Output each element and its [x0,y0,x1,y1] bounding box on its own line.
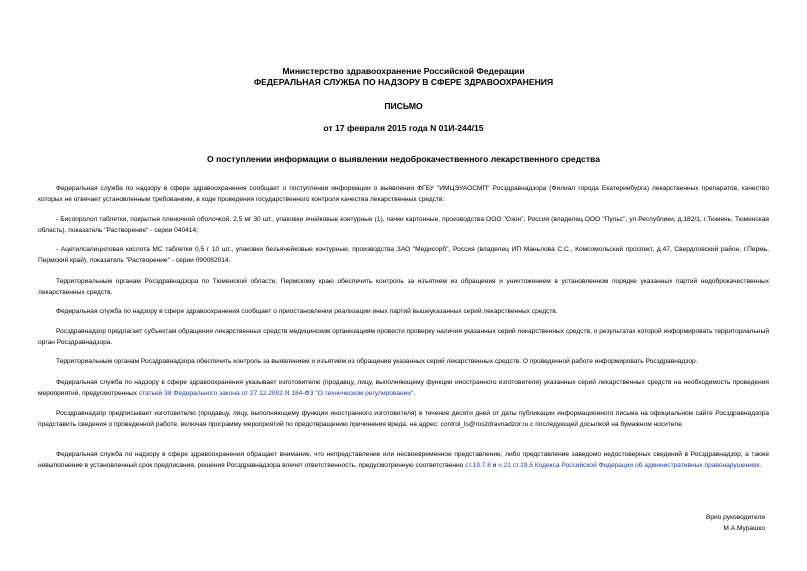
document-subject: О поступлении информации о выявлении недоброкачественного лекарственного средства [207,154,600,164]
paragraph-liability [38,450,769,471]
ministry-title: Министерство здравоохранение Российской Федерации [282,66,525,76]
paragraph-suspension: Федеральная служба по надзору в сфере здравоохранения сообщает о приостановлении реализации иных партий вышеуказанных серий лекарственных средств. [56,308,558,315]
paragraph-connector: и [490,461,499,469]
document-type: ПИСЬМО [384,101,423,111]
paragraph-prescription: Росздравнадзор предписывает изготовителю (продавцу, лицу, выполняющему функции иностранного изготовителя) в течение десяти дней от даты публикации информационного письма на официальном сайте Росздравнадзора представить сведения о проведенной работе, включая программу мероприятий по предотвращению причинения вреда, на адрес: control_ls@roszdravnadzor.ru с последующей досылкой на бумажном носителе. [38,410,769,428]
service-title: ФЕДЕРАЛЬНАЯ СЛУЖБА ПО НАДЗОРУ В СФЕРЕ ЗДРАВООХРАНЕНИЯ [253,77,554,87]
signature-position: Врио руководителя [705,514,765,521]
document-date-number: от 17 февраля 2015 года N 01И-244/15 [323,123,484,133]
paragraph-intro: Федеральная служба по надзору в сфере здравоохранения сообщает о поступлении информации о выявлении ФГБУ "ИМЦЭУАОСМП" Росздравнадзора (Филиал города Екатеринбурга) лекарственных препаратов, качество которых не отвечает установленным требованиям, в ходе проведения государственного контроля качества лекарственных средств: [38,185,769,203]
law-184-fz-link[interactable]: статьей 38 Федерального закона от 27.12.2002 N 184-ФЗ "О техническом регулировании" [138,389,414,397]
paragraph-item-bisoprolol: - Бисопролол таблетки, покрытые пленочной оболочкой, 2,5 мг 30 шт., упаковки ячейковые контурные (1), пачки картонные, производства ООО "Озон", Россия (владелец ООО "Пульс", ул.Республики, д.182/1, г.Тюмень, Тюменская область), показатель "Растворение" - серии 040414; [38,216,769,234]
signature-name: М.А.Мурашко [723,525,765,532]
paragraph-territorial-control: Территориальным органам Росздравнадзора по Тюменской области, Пермскому краю обеспечить контроль за изъятием из обращения и уничтожением в установленном порядке указанных партий недоброкачественных лекарственных средств. [38,278,769,296]
paragraph-manufacturer-notice [38,378,769,399]
paragraph-end: . [759,461,762,469]
paragraph-inspection-proposal: Росздравнадзор предлагает субъектам обращения лекарственных средств медицинским организациям провести проверку наличия указанных серий лекарственных средств, о результатах которой информировать территориальный орган Росздравнадзора. [38,328,769,346]
paragraph-text: Федеральная служба по надзору в сфере здравоохранения обращает внимание, что непредставление или несвоевременное представление, либо представление заведомо недостоверных сведений в Росздравнадзор, а также невыполнение в установленный срок предписания, решения Росздравнадзора влечет ответственность, предусмотренную соответственно [38,451,769,469]
paragraph-end: . [413,389,416,397]
article-19-5-koap-link[interactable]: ч.21 ст.19.5 Кодекса Российской Федерации об административных правонарушениях [498,461,760,469]
article-19-7-8-link[interactable]: ст.19.7.8 [465,461,491,469]
paragraph-item-acetylsalicylic: - Ацетилсалициловая кислота МС таблетки 0,5 г 10 шт., упаковки безъячейковые контурные, производства ЗАО "Медисорб", Россия (владелец ИП Маньлова С.С., Комсомольский проспект, д.47, Свердловский район, г.Пермь, Пермский край), показатель "Растворение" - серии 090082014. [38,246,769,264]
paragraph-withdrawal-control: Территориальным органам Росздравнадзора обеспечить контроль за выявлением и изъятием из обращения указанных серий лекарственных средств. О проведенной работе информировать Росздравнадзор. [56,358,698,365]
paragraph-text: Федеральная служба по надзору в сфере здравоохранения указывает изготовителю (продавцу, лицу, выполняющему функции иностранного изготовителя) указанных серий лекарственных средств на необходимость проведения мероприятий, предусмотренных [38,379,769,397]
